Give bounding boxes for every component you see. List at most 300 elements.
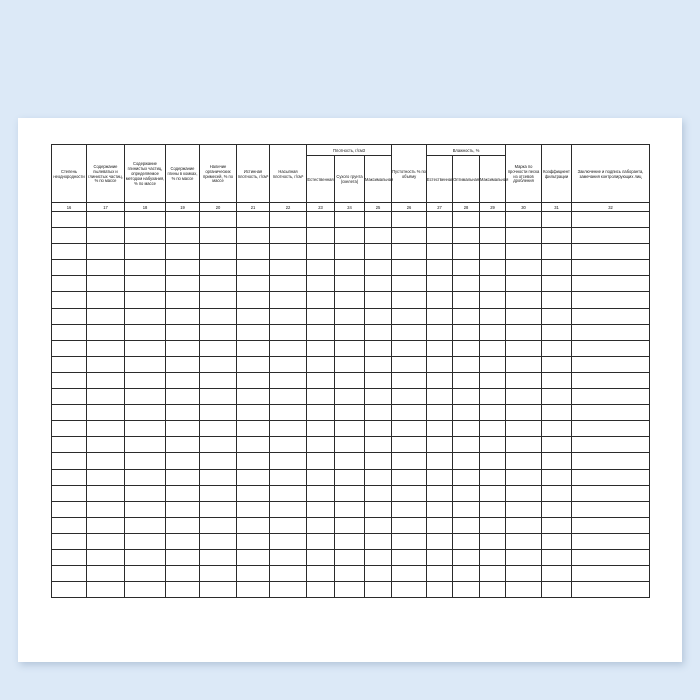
table-cell[interactable] <box>335 244 365 260</box>
table-cell[interactable] <box>166 582 200 598</box>
table-cell[interactable] <box>542 372 572 388</box>
table-cell[interactable] <box>87 244 125 260</box>
table-cell[interactable] <box>480 228 506 244</box>
table-cell[interactable] <box>572 437 650 453</box>
table-cell[interactable] <box>480 244 506 260</box>
table-cell[interactable] <box>506 260 542 276</box>
table-cell[interactable] <box>166 549 200 565</box>
table-cell[interactable] <box>572 244 650 260</box>
table-cell[interactable] <box>427 276 453 292</box>
table-cell[interactable] <box>365 566 392 582</box>
table-cell[interactable] <box>572 501 650 517</box>
table-cell[interactable] <box>87 517 125 533</box>
table-cell[interactable] <box>307 549 335 565</box>
table-cell[interactable] <box>365 212 392 228</box>
table-cell[interactable] <box>270 308 307 324</box>
table-cell[interactable] <box>87 276 125 292</box>
table-cell[interactable] <box>270 292 307 308</box>
table-cell[interactable] <box>453 582 480 598</box>
table-cell[interactable] <box>365 549 392 565</box>
table-cell[interactable] <box>87 501 125 517</box>
table-cell[interactable] <box>427 324 453 340</box>
table-cell[interactable] <box>270 324 307 340</box>
table-cell[interactable] <box>453 324 480 340</box>
table-cell[interactable] <box>237 549 270 565</box>
table-cell[interactable] <box>52 582 87 598</box>
table-cell[interactable] <box>542 453 572 469</box>
table-cell[interactable] <box>335 437 365 453</box>
table-cell[interactable] <box>506 533 542 549</box>
table-cell[interactable] <box>166 276 200 292</box>
table-cell[interactable] <box>453 228 480 244</box>
table-cell[interactable] <box>392 533 427 549</box>
table-cell[interactable] <box>427 501 453 517</box>
table-cell[interactable] <box>166 389 200 405</box>
table-cell[interactable] <box>52 276 87 292</box>
table-cell[interactable] <box>480 324 506 340</box>
table-cell[interactable] <box>480 437 506 453</box>
table-cell[interactable] <box>365 453 392 469</box>
table-cell[interactable] <box>237 517 270 533</box>
table-cell[interactable] <box>427 340 453 356</box>
table-cell[interactable] <box>453 485 480 501</box>
table-row[interactable] <box>52 212 650 228</box>
table-cell[interactable] <box>307 389 335 405</box>
table-cell[interactable] <box>335 533 365 549</box>
table-cell[interactable] <box>542 582 572 598</box>
table-cell[interactable] <box>542 292 572 308</box>
table-cell[interactable] <box>125 437 166 453</box>
table-cell[interactable] <box>480 517 506 533</box>
table-cell[interactable] <box>166 405 200 421</box>
table-cell[interactable] <box>87 566 125 582</box>
table-cell[interactable] <box>237 389 270 405</box>
table-cell[interactable] <box>335 308 365 324</box>
table-cell[interactable] <box>542 421 572 437</box>
table-cell[interactable] <box>52 356 87 372</box>
table-cell[interactable] <box>166 228 200 244</box>
table-cell[interactable] <box>270 260 307 276</box>
table-cell[interactable] <box>166 324 200 340</box>
table-cell[interactable] <box>307 292 335 308</box>
table-row[interactable] <box>52 469 650 485</box>
table-cell[interactable] <box>572 228 650 244</box>
table-cell[interactable] <box>542 228 572 244</box>
table-cell[interactable] <box>52 437 87 453</box>
table-cell[interactable] <box>392 501 427 517</box>
table-cell[interactable] <box>453 517 480 533</box>
table-cell[interactable] <box>52 389 87 405</box>
table-cell[interactable] <box>572 582 650 598</box>
table-cell[interactable] <box>572 485 650 501</box>
table-row[interactable] <box>52 437 650 453</box>
table-cell[interactable] <box>166 485 200 501</box>
table-cell[interactable] <box>392 324 427 340</box>
table-cell[interactable] <box>52 485 87 501</box>
table-cell[interactable] <box>200 453 237 469</box>
table-cell[interactable] <box>335 292 365 308</box>
table-cell[interactable] <box>480 308 506 324</box>
table-cell[interactable] <box>166 356 200 372</box>
table-cell[interactable] <box>52 517 87 533</box>
table-cell[interactable] <box>270 582 307 598</box>
table-cell[interactable] <box>270 469 307 485</box>
table-cell[interactable] <box>480 292 506 308</box>
table-cell[interactable] <box>166 340 200 356</box>
table-cell[interactable] <box>125 276 166 292</box>
table-row[interactable] <box>52 485 650 501</box>
table-cell[interactable] <box>480 356 506 372</box>
table-cell[interactable] <box>166 421 200 437</box>
table-cell[interactable] <box>427 212 453 228</box>
table-cell[interactable] <box>200 533 237 549</box>
table-cell[interactable] <box>453 469 480 485</box>
table-row[interactable] <box>52 372 650 388</box>
table-cell[interactable] <box>52 292 87 308</box>
table-cell[interactable] <box>200 469 237 485</box>
table-cell[interactable] <box>237 292 270 308</box>
table-cell[interactable] <box>307 276 335 292</box>
table-cell[interactable] <box>392 244 427 260</box>
table-cell[interactable] <box>427 437 453 453</box>
table-cell[interactable] <box>427 228 453 244</box>
table-row[interactable] <box>52 356 650 372</box>
table-cell[interactable] <box>453 405 480 421</box>
table-cell[interactable] <box>365 228 392 244</box>
table-cell[interactable] <box>237 469 270 485</box>
table-cell[interactable] <box>572 566 650 582</box>
table-cell[interactable] <box>572 260 650 276</box>
table-cell[interactable] <box>506 437 542 453</box>
table-row[interactable] <box>52 308 650 324</box>
table-cell[interactable] <box>237 421 270 437</box>
table-cell[interactable] <box>87 228 125 244</box>
table-cell[interactable] <box>365 308 392 324</box>
table-cell[interactable] <box>506 469 542 485</box>
table-cell[interactable] <box>392 212 427 228</box>
table-cell[interactable] <box>125 340 166 356</box>
table-cell[interactable] <box>453 244 480 260</box>
table-cell[interactable] <box>542 566 572 582</box>
table-cell[interactable] <box>480 485 506 501</box>
table-cell[interactable] <box>307 485 335 501</box>
table-cell[interactable] <box>506 453 542 469</box>
table-cell[interactable] <box>427 582 453 598</box>
table-cell[interactable] <box>427 405 453 421</box>
table-cell[interactable] <box>542 276 572 292</box>
table-cell[interactable] <box>506 276 542 292</box>
table-cell[interactable] <box>87 582 125 598</box>
table-cell[interactable] <box>52 549 87 565</box>
table-cell[interactable] <box>237 372 270 388</box>
table-cell[interactable] <box>365 372 392 388</box>
table-row[interactable] <box>52 292 650 308</box>
table-cell[interactable] <box>87 485 125 501</box>
table-cell[interactable] <box>307 340 335 356</box>
table-cell[interactable] <box>427 533 453 549</box>
table-cell[interactable] <box>572 405 650 421</box>
table-cell[interactable] <box>237 324 270 340</box>
table-cell[interactable] <box>237 228 270 244</box>
table-cell[interactable] <box>125 405 166 421</box>
table-cell[interactable] <box>480 549 506 565</box>
table-cell[interactable] <box>270 485 307 501</box>
table-cell[interactable] <box>453 566 480 582</box>
table-cell[interactable] <box>52 405 87 421</box>
table-cell[interactable] <box>572 389 650 405</box>
table-cell[interactable] <box>87 389 125 405</box>
table-cell[interactable] <box>307 533 335 549</box>
table-cell[interactable] <box>87 469 125 485</box>
table-cell[interactable] <box>506 582 542 598</box>
table-cell[interactable] <box>453 501 480 517</box>
table-cell[interactable] <box>427 308 453 324</box>
table-cell[interactable] <box>237 453 270 469</box>
table-cell[interactable] <box>270 340 307 356</box>
table-cell[interactable] <box>572 421 650 437</box>
table-cell[interactable] <box>200 549 237 565</box>
table-cell[interactable] <box>480 340 506 356</box>
table-cell[interactable] <box>125 533 166 549</box>
table-cell[interactable] <box>307 469 335 485</box>
table-cell[interactable] <box>392 308 427 324</box>
table-cell[interactable] <box>200 421 237 437</box>
table-cell[interactable] <box>270 533 307 549</box>
table-cell[interactable] <box>542 389 572 405</box>
table-cell[interactable] <box>166 517 200 533</box>
table-cell[interactable] <box>453 453 480 469</box>
table-cell[interactable] <box>87 260 125 276</box>
table-cell[interactable] <box>270 228 307 244</box>
table-cell[interactable] <box>392 260 427 276</box>
table-cell[interactable] <box>307 372 335 388</box>
table-cell[interactable] <box>335 389 365 405</box>
table-cell[interactable] <box>335 372 365 388</box>
table-cell[interactable] <box>270 405 307 421</box>
table-cell[interactable] <box>52 324 87 340</box>
table-cell[interactable] <box>506 324 542 340</box>
table-cell[interactable] <box>200 324 237 340</box>
table-cell[interactable] <box>365 292 392 308</box>
table-cell[interactable] <box>270 517 307 533</box>
table-cell[interactable] <box>392 356 427 372</box>
table-cell[interactable] <box>335 485 365 501</box>
table-row[interactable] <box>52 501 650 517</box>
table-cell[interactable] <box>506 244 542 260</box>
table-row[interactable] <box>52 566 650 582</box>
table-cell[interactable] <box>392 405 427 421</box>
table-row[interactable] <box>52 549 650 565</box>
table-cell[interactable] <box>237 437 270 453</box>
table-cell[interactable] <box>572 292 650 308</box>
table-cell[interactable] <box>87 533 125 549</box>
table-cell[interactable] <box>87 356 125 372</box>
table-cell[interactable] <box>307 501 335 517</box>
table-cell[interactable] <box>453 437 480 453</box>
table-cell[interactable] <box>166 212 200 228</box>
table-cell[interactable] <box>200 566 237 582</box>
table-cell[interactable] <box>572 308 650 324</box>
table-cell[interactable] <box>365 437 392 453</box>
table-cell[interactable] <box>52 228 87 244</box>
table-cell[interactable] <box>270 566 307 582</box>
table-cell[interactable] <box>506 228 542 244</box>
table-cell[interactable] <box>166 372 200 388</box>
table-cell[interactable] <box>392 421 427 437</box>
table-cell[interactable] <box>335 549 365 565</box>
table-cell[interactable] <box>270 437 307 453</box>
table-cell[interactable] <box>270 501 307 517</box>
table-cell[interactable] <box>480 453 506 469</box>
table-cell[interactable] <box>270 244 307 260</box>
table-cell[interactable] <box>200 405 237 421</box>
table-cell[interactable] <box>365 260 392 276</box>
table-cell[interactable] <box>506 517 542 533</box>
table-cell[interactable] <box>572 517 650 533</box>
table-cell[interactable] <box>506 501 542 517</box>
table-cell[interactable] <box>365 405 392 421</box>
table-cell[interactable] <box>453 356 480 372</box>
table-cell[interactable] <box>270 453 307 469</box>
table-cell[interactable] <box>427 260 453 276</box>
table-cell[interactable] <box>52 453 87 469</box>
table-cell[interactable] <box>506 405 542 421</box>
table-cell[interactable] <box>237 533 270 549</box>
table-cell[interactable] <box>542 244 572 260</box>
table-cell[interactable] <box>506 372 542 388</box>
table-cell[interactable] <box>200 501 237 517</box>
table-cell[interactable] <box>427 469 453 485</box>
table-cell[interactable] <box>307 582 335 598</box>
table-cell[interactable] <box>87 453 125 469</box>
table-cell[interactable] <box>200 276 237 292</box>
table-cell[interactable] <box>52 308 87 324</box>
table-cell[interactable] <box>365 421 392 437</box>
table-cell[interactable] <box>335 324 365 340</box>
table-row[interactable] <box>52 453 650 469</box>
table-cell[interactable] <box>125 389 166 405</box>
table-cell[interactable] <box>365 276 392 292</box>
table-cell[interactable] <box>572 324 650 340</box>
table-cell[interactable] <box>427 244 453 260</box>
table-cell[interactable] <box>480 405 506 421</box>
table-cell[interactable] <box>200 485 237 501</box>
table-cell[interactable] <box>87 549 125 565</box>
table-cell[interactable] <box>365 469 392 485</box>
table-cell[interactable] <box>307 356 335 372</box>
table-cell[interactable] <box>427 453 453 469</box>
table-cell[interactable] <box>52 469 87 485</box>
table-cell[interactable] <box>200 228 237 244</box>
table-cell[interactable] <box>506 292 542 308</box>
table-cell[interactable] <box>427 485 453 501</box>
table-cell[interactable] <box>237 485 270 501</box>
table-cell[interactable] <box>365 485 392 501</box>
table-cell[interactable] <box>125 485 166 501</box>
table-cell[interactable] <box>52 533 87 549</box>
table-cell[interactable] <box>480 582 506 598</box>
table-cell[interactable] <box>270 356 307 372</box>
table-cell[interactable] <box>572 469 650 485</box>
table-cell[interactable] <box>237 501 270 517</box>
table-cell[interactable] <box>453 389 480 405</box>
table-cell[interactable] <box>237 566 270 582</box>
table-cell[interactable] <box>335 212 365 228</box>
table-cell[interactable] <box>392 566 427 582</box>
table-cell[interactable] <box>166 453 200 469</box>
table-cell[interactable] <box>365 501 392 517</box>
table-cell[interactable] <box>542 212 572 228</box>
table-cell[interactable] <box>392 292 427 308</box>
table-cell[interactable] <box>52 212 87 228</box>
table-cell[interactable] <box>542 308 572 324</box>
table-cell[interactable] <box>87 421 125 437</box>
table-cell[interactable] <box>87 372 125 388</box>
table-cell[interactable] <box>335 405 365 421</box>
table-cell[interactable] <box>365 389 392 405</box>
table-row[interactable] <box>52 582 650 598</box>
table-cell[interactable] <box>87 324 125 340</box>
table-cell[interactable] <box>572 453 650 469</box>
table-cell[interactable] <box>200 517 237 533</box>
table-cell[interactable] <box>307 437 335 453</box>
table-cell[interactable] <box>572 212 650 228</box>
table-cell[interactable] <box>335 453 365 469</box>
table-cell[interactable] <box>125 582 166 598</box>
table-cell[interactable] <box>365 517 392 533</box>
table-cell[interactable] <box>480 469 506 485</box>
table-cell[interactable] <box>125 244 166 260</box>
table-cell[interactable] <box>427 356 453 372</box>
table-cell[interactable] <box>166 244 200 260</box>
table-cell[interactable] <box>237 276 270 292</box>
table-cell[interactable] <box>453 308 480 324</box>
table-cell[interactable] <box>392 340 427 356</box>
table-cell[interactable] <box>200 260 237 276</box>
table-cell[interactable] <box>335 340 365 356</box>
table-cell[interactable] <box>270 549 307 565</box>
table-cell[interactable] <box>392 228 427 244</box>
table-cell[interactable] <box>506 212 542 228</box>
table-cell[interactable] <box>335 582 365 598</box>
table-cell[interactable] <box>365 533 392 549</box>
table-row[interactable] <box>52 340 650 356</box>
table-cell[interactable] <box>365 356 392 372</box>
table-cell[interactable] <box>166 437 200 453</box>
table-cell[interactable] <box>506 389 542 405</box>
table-cell[interactable] <box>125 292 166 308</box>
table-row[interactable] <box>52 324 650 340</box>
table-cell[interactable] <box>307 566 335 582</box>
table-cell[interactable] <box>572 276 650 292</box>
table-cell[interactable] <box>307 244 335 260</box>
table-cell[interactable] <box>572 356 650 372</box>
table-cell[interactable] <box>200 437 237 453</box>
table-cell[interactable] <box>392 453 427 469</box>
table-cell[interactable] <box>87 405 125 421</box>
table-cell[interactable] <box>480 372 506 388</box>
table-cell[interactable] <box>365 582 392 598</box>
table-cell[interactable] <box>335 566 365 582</box>
table-cell[interactable] <box>572 533 650 549</box>
table-cell[interactable] <box>542 260 572 276</box>
table-cell[interactable] <box>506 549 542 565</box>
table-row[interactable] <box>52 244 650 260</box>
table-cell[interactable] <box>237 308 270 324</box>
table-cell[interactable] <box>307 517 335 533</box>
table-cell[interactable] <box>453 212 480 228</box>
table-cell[interactable] <box>392 389 427 405</box>
